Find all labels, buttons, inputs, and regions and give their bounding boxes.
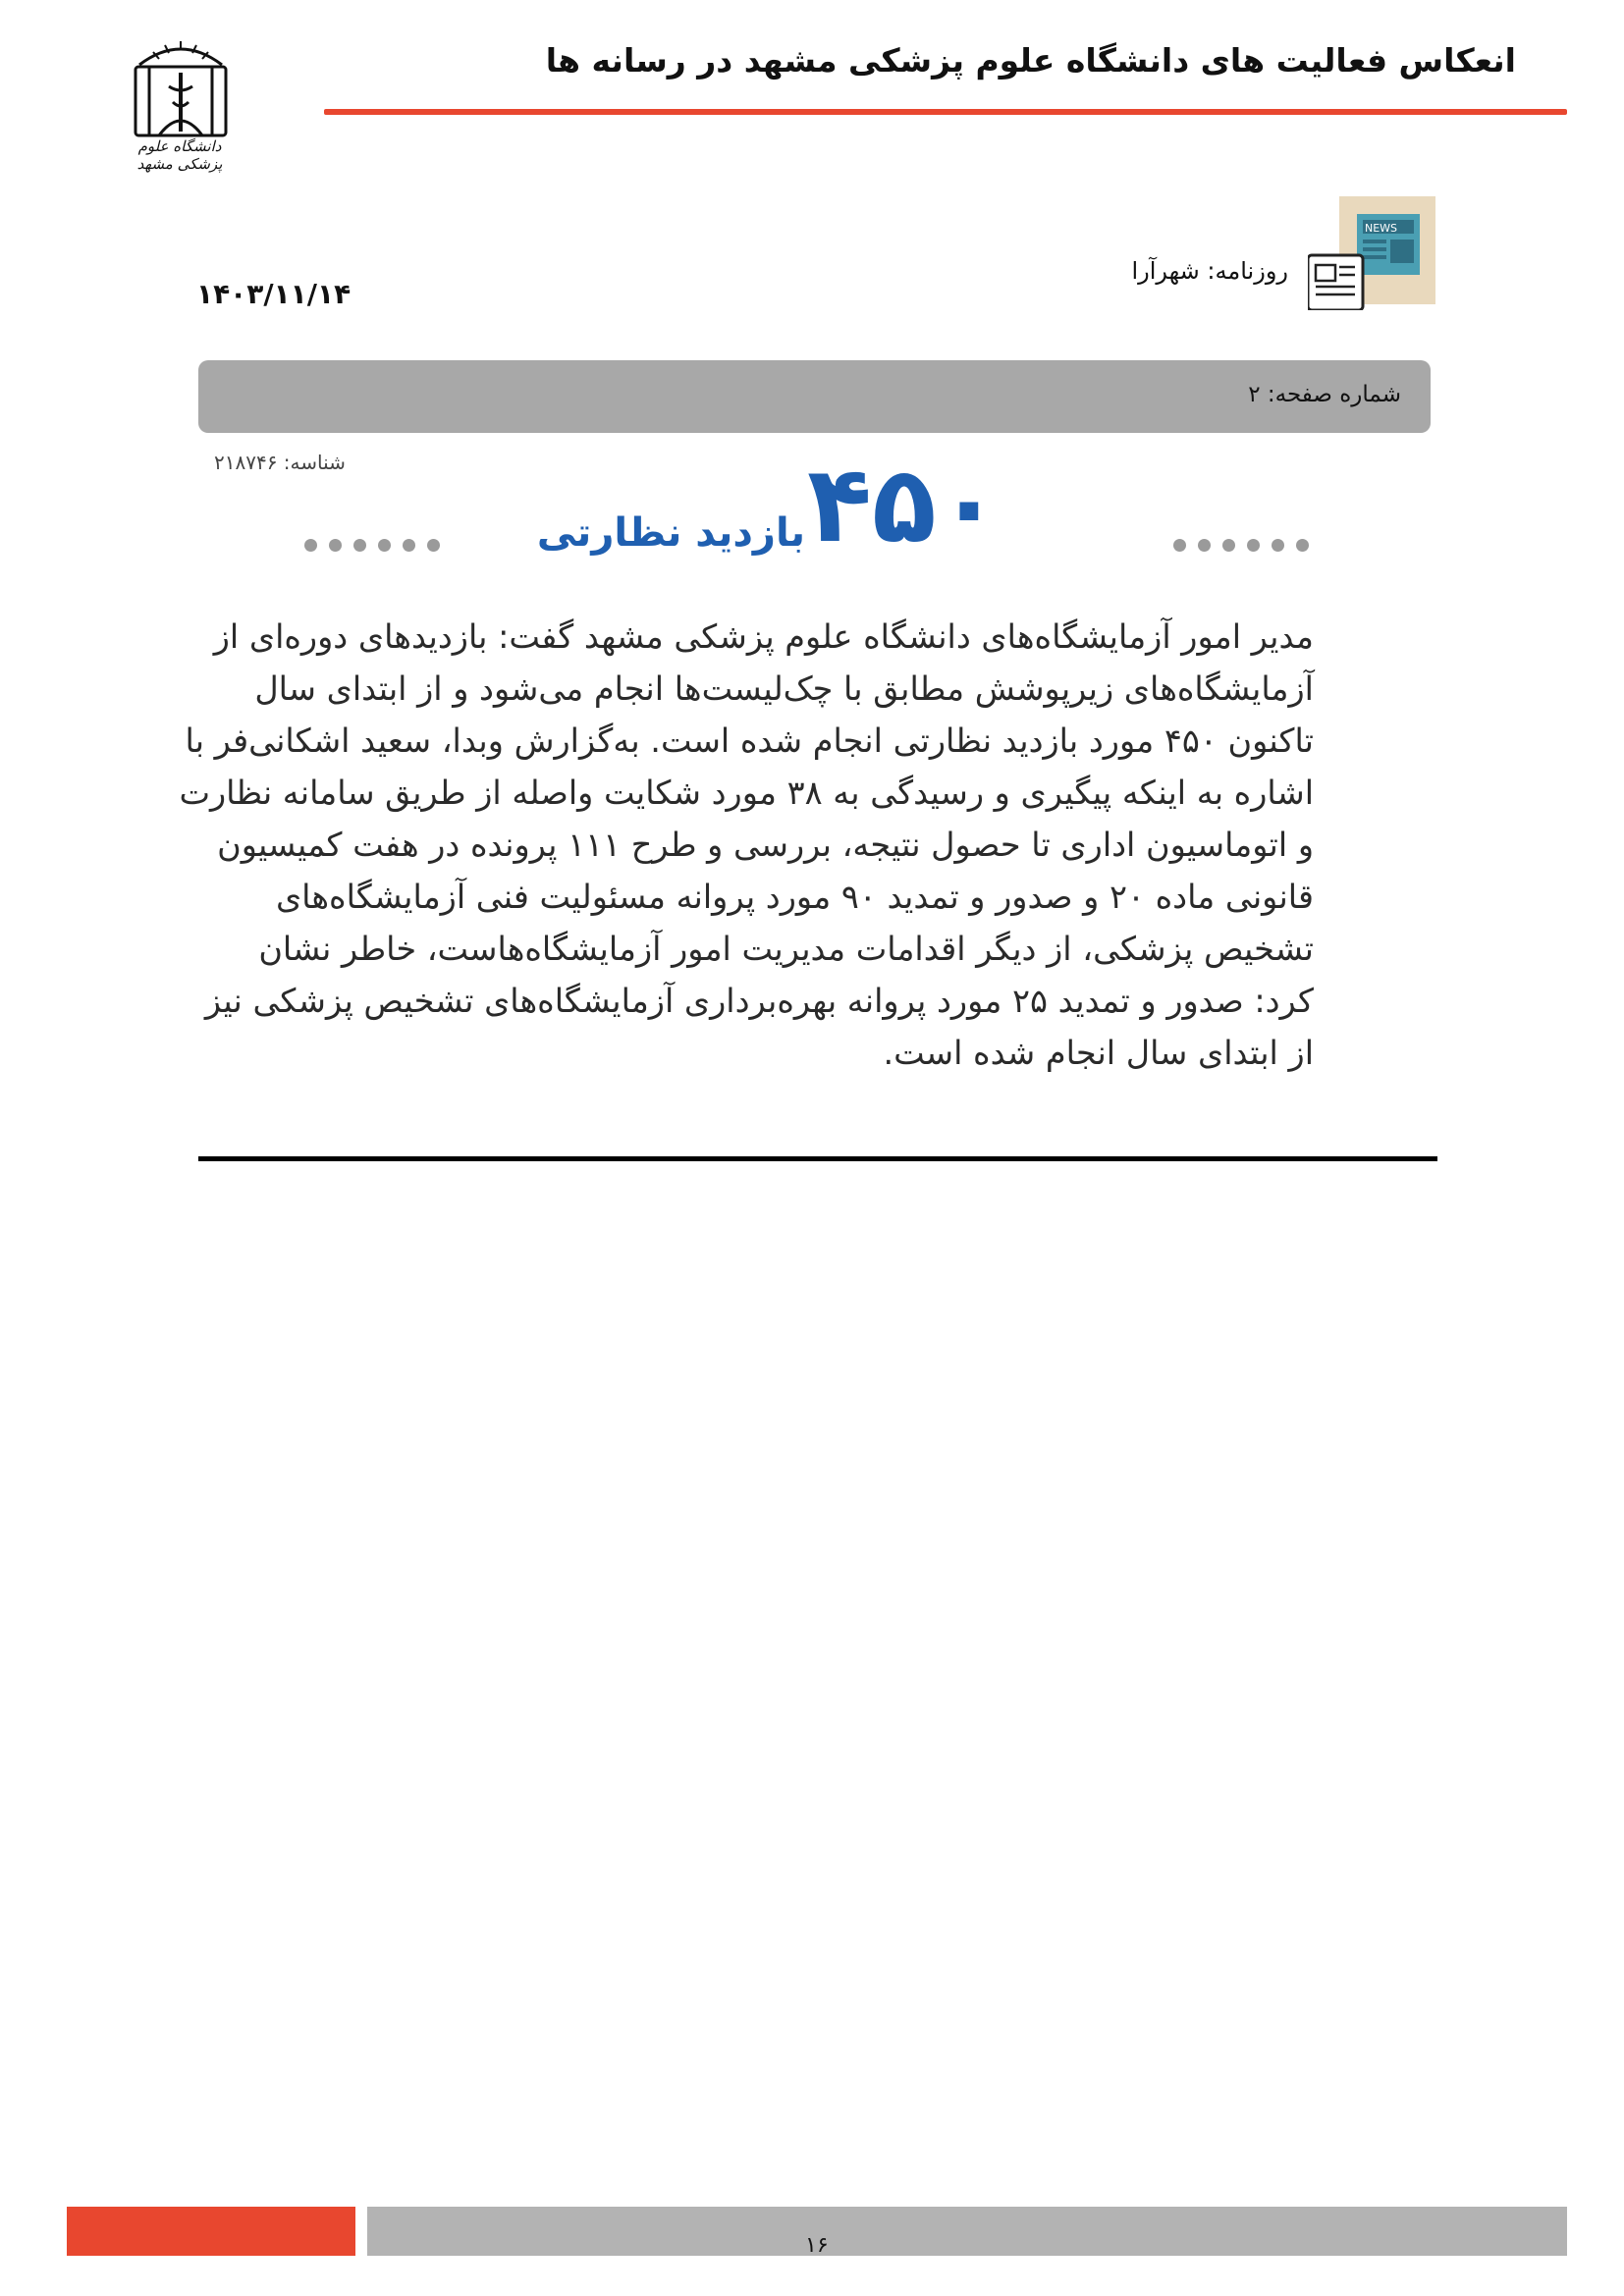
report-title: انعکاس فعالیت های دانشگاه علوم پزشکی مشهد در رسانه ها [545,41,1516,80]
article-end-divider [198,1156,1437,1161]
footer-bar [367,2207,1567,2256]
article-line: اشاره به اینکه پیگیری و رسیدگی به ۳۸ مورد شکایت واصله از طریق سامانه نظارت [179,774,1314,812]
article-line: قانونی ماده ۲۰ و صدور و تمدید ۹۰ مورد پروانه مسئولیت فنی آزمایشگاه‌های [275,878,1314,916]
decorative-dots-left [304,539,440,552]
article-body [179,611,1314,1079]
article-line: مدیر امور آزمایشگاه‌های دانشگاه علوم پزشکی مشهد گفت: بازدیدهای دوره‌ای از [213,617,1314,656]
newspaper-icon [1308,196,1435,310]
newspaper-name: روزنامه: شهرآرا [1131,257,1288,285]
article-line: تشخیص پزشکی، از دیگر اقدامات مدیریت امور آزمایشگاه‌هاست، خاطر نشان [258,930,1314,968]
page-number-bar [198,360,1431,433]
footer-accent-bar [67,2207,355,2256]
news-icon-label: NEWS [1365,222,1398,235]
headline-number: ۴۵۰ [807,444,1001,566]
article-line: و اتوماسیون اداری تا حصول نتیجه، بررسی و طرح ۱۱۱ پرونده در هفت کمیسیون [217,826,1314,864]
publish-date: ۱۴۰۳/۱۱/۱۴ [196,278,352,310]
decorative-dots-right [1173,539,1309,552]
logo-caption: دانشگاه علوم پزشکی مشهد [136,137,223,173]
article-identifier: شناسه: ۲۱۸۷۴۶ [214,451,346,474]
article-line: تاکنون ۴۵۰ مورد بازدید نظارتی انجام شده است. به‌گزارش وبدا، سعید اشکانی‌فر با [185,721,1314,760]
article-line: کرد: صدور و تمدید ۲۵ مورد پروانه بهره‌برداری آزمایشگاه‌های تشخیص پزشکی نیز [204,982,1314,1020]
footer-page-number: ۱۶ [805,2233,829,2258]
article-headline [536,444,1031,571]
article-line: از ابتدای سال انجام شده است. [883,1034,1314,1072]
page-number: شماره صفحه: ۲ [1248,382,1401,407]
headline-text: بازدید نظارتی [536,510,805,556]
header-divider [324,109,1567,115]
article-line: آزمایشگاه‌های زیرپوشش مطابق با چک‌لیست‌ها انجام می‌شود و از ابتدای سال [254,669,1314,708]
